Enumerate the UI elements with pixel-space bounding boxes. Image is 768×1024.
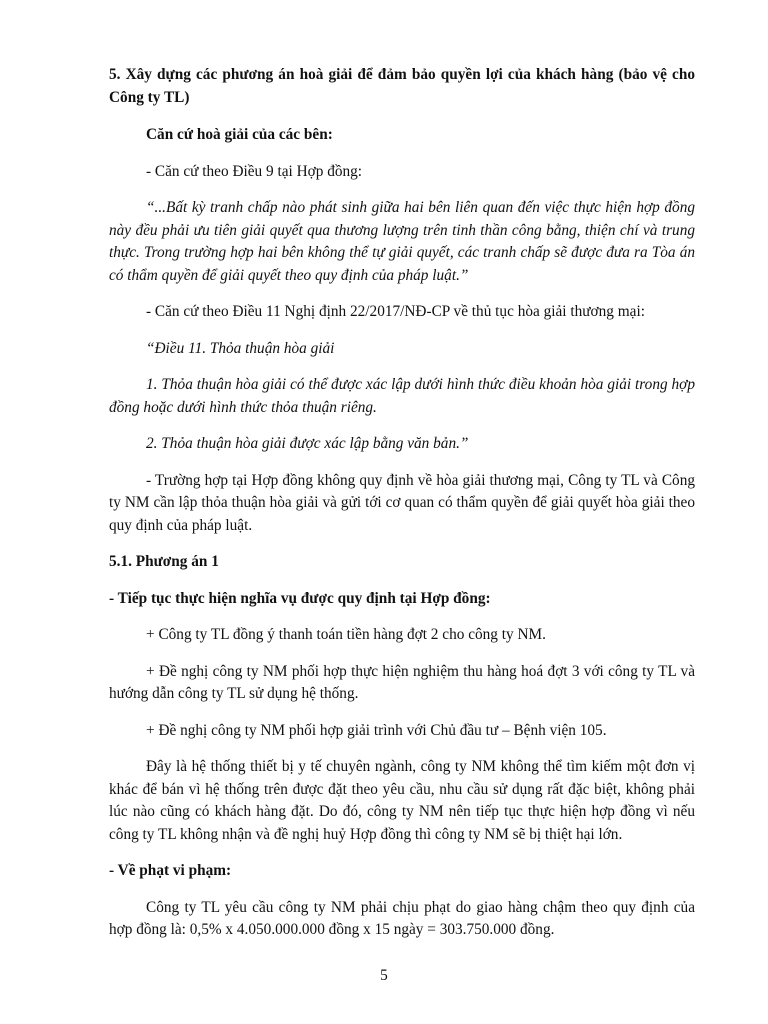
basis-paragraph-1: - Căn cứ theo Điều 9 tại Hợp đồng: (146, 162, 363, 180)
document-body (109, 64, 695, 942)
article-11-title: “Điều 11. Thỏa thuận hòa giải (146, 339, 335, 357)
article-11-clause-1: 1. Thỏa thuận hòa giải có thể được xác lập dưới hình thức điều khoản hòa giải trong hợp đồng hoặc dưới hình thức thỏa thuận riêng. (109, 376, 695, 416)
list-item-payment: + Công ty TL đồng ý thanh toán tiền hàng đợt 2 cho công ty NM. (146, 626, 546, 643)
basis-title: Căn cứ hoà giải của các bên: (146, 126, 333, 143)
list-item-acceptance: + Đề nghị công ty NM phối hợp thực hiện nghiệm thu hàng hoá đợt 3 với công ty TL và hướng dẫn công ty TL sử dụng hệ thống. (109, 662, 695, 702)
section-heading: 5. Xây dựng các phương án hoà giải để đảm bảo quyền lợi của khách hàng (bảo vệ cho Công ty TL) (109, 66, 695, 106)
list-item-explanation: + Đề nghị công ty NM phối hợp giải trình với Chủ đầu tư – Bệnh viện 105. (146, 721, 607, 739)
penalty-paragraph: Công ty TL yêu cầu công ty NM phải chịu phạt do giao hàng chậm theo quy định của hợp đồng là: 0,5% x 4.050.000.000 đồng x 15 ngày = 303.750.000 đồng. (109, 898, 695, 938)
basis-paragraph-3: - Trường hợp tại Hợp đồng không quy định về hòa giải thương mại, Công ty TL và Công ty NM cần lập thỏa thuận hòa giải và gửi tới cơ quan có thẩm quyền để giải quyết hòa giải theo quy định của pháp luật. (109, 471, 695, 534)
penalty-heading: - Về phạt vi phạm: (109, 862, 232, 879)
quote-article-9: “...Bất kỳ tranh chấp nào phát sinh giữa hai bên liên quan đến việc thực hiện hợp đồng này đều phải ưu tiên giải quyết qua thương lượng trên tinh thần công bằng, thiện chí và trung thực. Trong trường hợp hai bên không thể tự giải quyết, các tranh chấp sẽ được đưa ra Tòa án có thẩm quyền để giải quyết theo quy định của pháp luật.” (109, 199, 695, 284)
basis-paragraph-2: - Căn cứ theo Điều 11 Nghị định 22/2017/NĐ-CP về thủ tục hòa giải thương mại: (146, 303, 645, 320)
page-number: 5 (380, 967, 388, 984)
option-1-heading: 5.1. Phương án 1 (109, 553, 219, 570)
continue-obligations-heading: - Tiếp tục thực hiện nghĩa vụ được quy định tại Hợp đồng: (109, 589, 491, 607)
explanation-paragraph: Đây là hệ thống thiết bị y tế chuyên ngành, công ty NM không thể tìm kiếm một đơn vị khác để bán vì hệ thống trên được đặt theo yêu cầu, nhu cầu sử dụng rất đặc biệt, không phải lúc nào cũng có khách hàng đặt. Do đó, công ty NM nên tiếp tục thực hiện hợp đồng vì nếu công ty TL không nhận và đề nghị huỷ Hợp đồng thì công ty NM sẽ bị thiệt hại lớn. (109, 758, 695, 843)
article-11-clause-2: 2. Thỏa thuận hòa giải được xác lập bằng văn bản.” (146, 435, 469, 452)
